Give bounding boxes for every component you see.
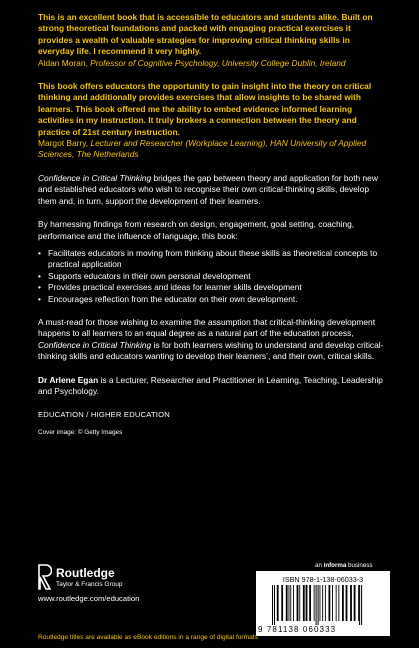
barcode-bar: [338, 585, 339, 621]
list-item: • Supports educators in their own personal development: [38, 271, 384, 282]
barcode-bar: [336, 585, 337, 621]
barcode-bar: [320, 585, 321, 621]
barcode-bar: [332, 585, 333, 621]
book-title-italic: Confidence in Critical Thinking: [38, 339, 152, 350]
ebook-note: Routledge titles are available as eBook editions in a range of digital formats: [38, 634, 258, 641]
endorsement-1: [38, 12, 384, 69]
mustread-pre: A must-read for those wishing to examine the assumption that critical-thinking development happens to all learners to an equal degree as a natural part of the education process,: [38, 316, 376, 339]
barcode-bar: [329, 585, 331, 621]
mustread-post: is for both learners wishing to understand and develop critical-thinking skills and educators wanting to develop their learners’, and their own, critical skills.: [38, 339, 384, 362]
endorsement-2: [38, 81, 384, 161]
barcode-bar: [299, 585, 300, 621]
barcode-guard-bar: [272, 585, 273, 625]
routledge-r-icon: [38, 564, 52, 590]
cover-credit: Cover image: © Getty Images: [38, 428, 123, 436]
barcode-bar: [342, 585, 344, 621]
intro-text: bridges the gap between theory and application for both new and established educators who wish to recognise their own critical-thinking skills, develop them and, in turn, support the development of their learners.: [38, 172, 378, 206]
barcode-bar: [358, 585, 359, 621]
list-item: • Provides practical exercises and ideas for learner skills development: [38, 282, 384, 293]
informa-prefix: an: [315, 562, 324, 569]
barcode-bar: [322, 585, 323, 621]
barcode-bar: [277, 585, 279, 621]
barcode-bar: [297, 585, 299, 621]
author-bio: [38, 375, 384, 398]
endorsement-1-role: Professor of Cognitive Psychology, University College Dublin, Ireland: [90, 57, 346, 68]
barcode: [270, 585, 376, 625]
book-title-italic: Confidence in Critical Thinking: [38, 172, 152, 183]
barcode-bar: [290, 585, 291, 621]
endorsement-2-author: Margot Barry,: [38, 138, 91, 149]
endorsement-2-role: Lecturer and Researcher (Workplace Learning), HAN University of Applied Sciences, The Netherlands: [38, 138, 367, 160]
subject-category: EDUCATION / HIGHER EDUCATION: [38, 410, 170, 420]
isbn-label: ISBN 978-1-138-06033-3: [282, 575, 364, 584]
barcode-bar: [346, 585, 348, 621]
publisher-group: Taylor & Francis Group: [56, 581, 123, 588]
intro-paragraph: [38, 173, 384, 207]
barcode-bar: [303, 585, 305, 621]
author-bio-text: is a Lecturer, Researcher and Practitioner in Learning, Teaching, Leadership and Psychology.: [38, 374, 383, 396]
publisher-logo: [38, 564, 208, 604]
publisher-url[interactable]: www.routledge.com/education: [38, 594, 140, 603]
list-item: • Encourages reflection from the educator on their own development.: [38, 294, 384, 305]
barcode-guard-bar: [274, 585, 275, 625]
endorsement-2-text: This book offers educators the opportunity to gain insight into the theory on critical thinking and additionally provides exercises that allow insights to be shared with learners. This book offered me the ability to embed evidence informed learning activities in my instruction. It truly brokers a connection between the theory and practice of 21st century instruction.: [38, 81, 372, 137]
barcode-bar: [306, 585, 308, 621]
endorsement-1-author: Aidan Moran,: [38, 57, 91, 68]
lead-paragraph: By harnessing findings from research on design, engagement, goal setting, coaching, performance and the influence of language, this book:: [38, 219, 355, 241]
barcode-bar: [314, 585, 315, 621]
list-item: • Facilitates educators in moving from thinking about these skills as theoretical concepts to practical application: [38, 248, 384, 271]
barcode-bar: [350, 585, 352, 621]
barcode-bar: [281, 585, 283, 621]
feature-list: [38, 248, 384, 305]
mustread-paragraph: [38, 317, 384, 363]
barcode-bar: [354, 585, 356, 621]
barcode-guard-bar: [361, 585, 362, 625]
endorsement-1-text: This is an excellent book that is accessible to educators and students alike. Built on strong theoretical foundations and packed with engaging practical exercises it provides a wealth of valuable strategies for improving critical thinking skills in everyday life. I recommend it very highly.: [38, 12, 373, 57]
barcode-guard-bar: [316, 585, 317, 625]
barcode-bar: [325, 585, 326, 621]
barcode-bar: [309, 585, 311, 621]
barcode-digits: 9 781138 060333: [258, 625, 337, 634]
author-name: Dr Arlene Egan: [38, 374, 99, 385]
barcode-bar: [286, 585, 288, 621]
barcode-guard-bar: [359, 585, 360, 625]
barcode-bar: [293, 585, 294, 621]
publisher-name: Routledge: [56, 566, 115, 580]
informa-business-tag: [315, 562, 372, 569]
barcode-guard-bar: [318, 585, 319, 625]
informa-suffix: business: [346, 562, 373, 569]
barcode-bar: [289, 585, 290, 621]
back-cover-content: [38, 12, 384, 437]
isbn-barcode-box: [256, 571, 390, 636]
informa-word: informa: [323, 562, 347, 569]
